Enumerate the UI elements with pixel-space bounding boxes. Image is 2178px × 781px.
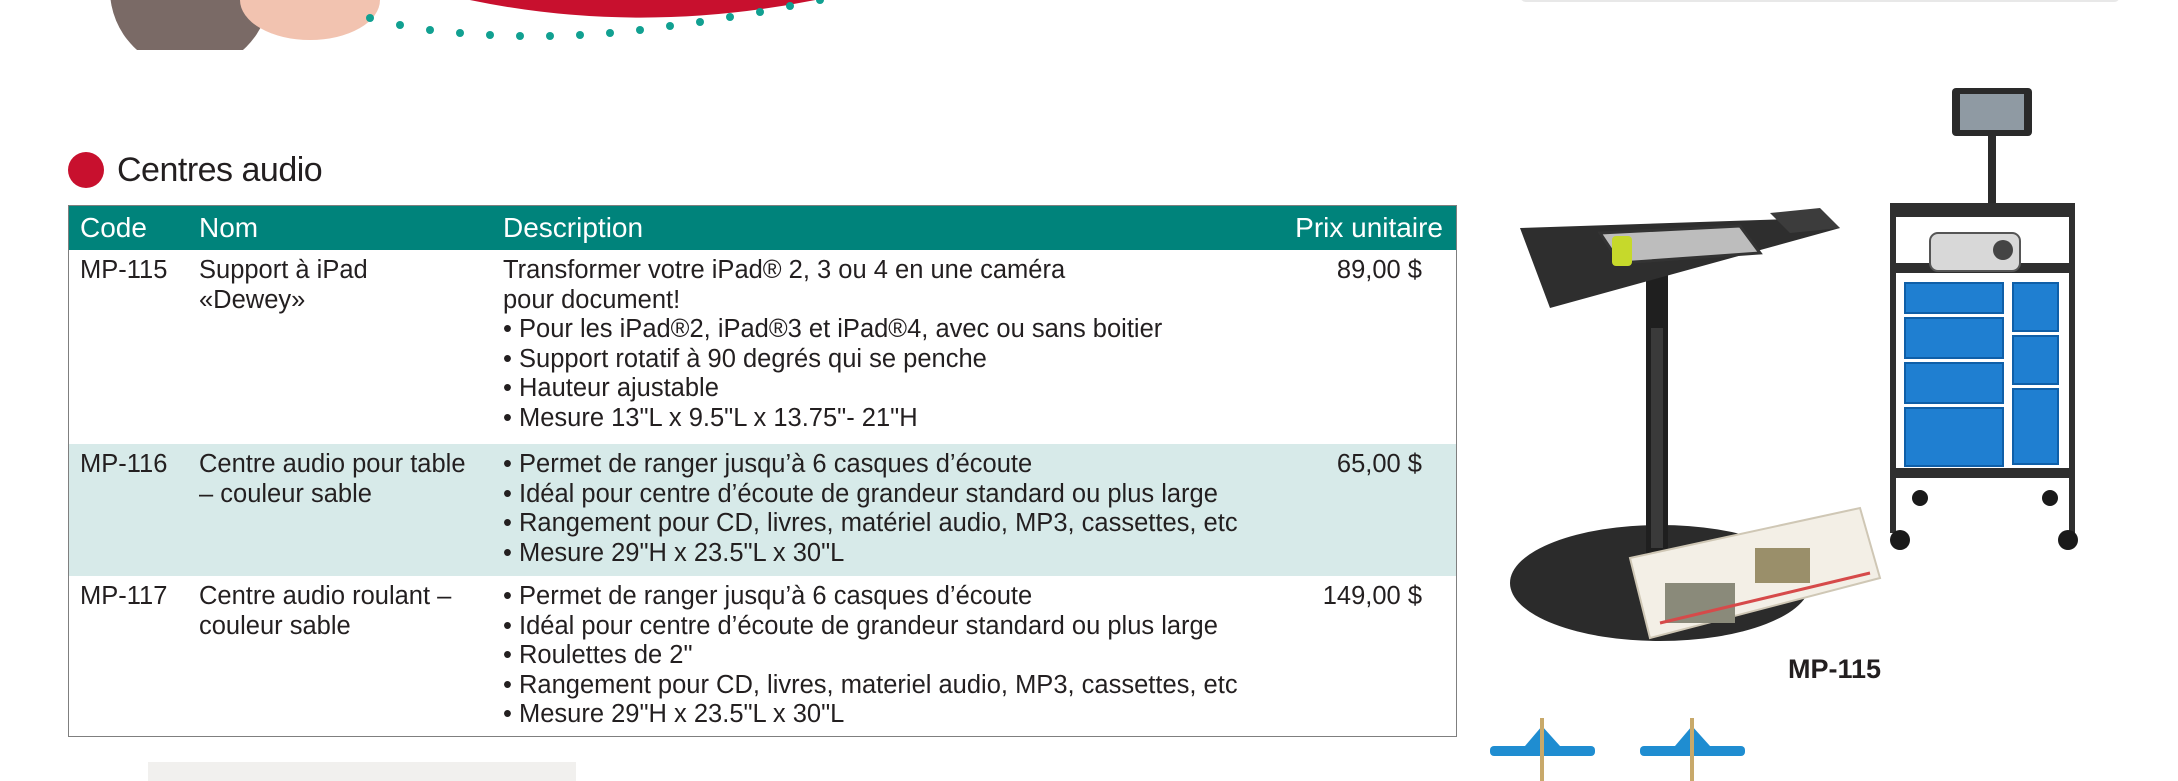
row-name: Centre audio pour table – couleur sable xyxy=(199,450,466,508)
table-row xyxy=(69,576,1456,736)
table-row xyxy=(69,444,1456,576)
row-price: 89,00 $ xyxy=(1336,256,1422,284)
row-description: • Permet de ranger jusqu’à 6 casques d’écoute • Idéal pour centre d’écoute de grandeur standard ou plus large • Rangement pour CD, livres, matériel audio, MP3, cassettes, etc • Mesure 29"H x 23.5"L x 30"L xyxy=(503,450,1238,567)
table-header xyxy=(69,206,1456,250)
top-right-product-remnant xyxy=(1520,0,2120,2)
product-table xyxy=(68,205,1457,737)
row-name: Centre audio roulant – couleur sable xyxy=(199,582,452,640)
row-code: MP-115 xyxy=(80,256,168,284)
header-description: Description xyxy=(503,212,644,243)
section-title: Centres audio xyxy=(117,150,323,189)
audio-cart-image xyxy=(1890,88,2078,550)
table-row xyxy=(69,250,1456,444)
header-price: Prix unitaire xyxy=(1295,212,1443,243)
section-heading xyxy=(68,148,322,192)
row-name: Support à iPad «Dewey» xyxy=(199,256,368,314)
row-price: 65,00 $ xyxy=(1336,450,1422,478)
row-price: 149,00 $ xyxy=(1322,582,1422,610)
image-caption: MP-115 xyxy=(1788,654,1882,684)
row-code: MP-116 xyxy=(80,450,168,478)
row-description: Transformer votre iPad® 2, 3 ou 4 en une caméra pour document! • Pour les iPad®2, iPad®3 et iPad®4, avec ou sans boitier • Support rotatif à 90 degrés qui se penche • Hauteur ajustable • Mesure 13"L x 9.5"L x 13.75"- 21"H xyxy=(503,256,1163,432)
header-name: Nom xyxy=(199,212,259,243)
header-code: Code xyxy=(80,212,147,243)
top-banner-decoration xyxy=(60,0,960,50)
row-description: • Permet de ranger jusqu’à 6 casques d’écoute • Idéal pour centre d’écoute de grandeur standard ou plus large • Roulettes de 2" • Rangement pour CD, livres, materiel audio, MP3, cassettes, etc • Mesure 29"H x 23.5"L x 30"L xyxy=(503,582,1238,728)
clip-holders-image xyxy=(1480,718,1750,781)
bottom-photo-remnant xyxy=(148,762,576,781)
bullet-dot-icon xyxy=(68,152,104,188)
ipad-stand-image xyxy=(1510,208,1880,641)
product-photo xyxy=(1510,78,2130,718)
row-code: MP-117 xyxy=(80,582,168,610)
